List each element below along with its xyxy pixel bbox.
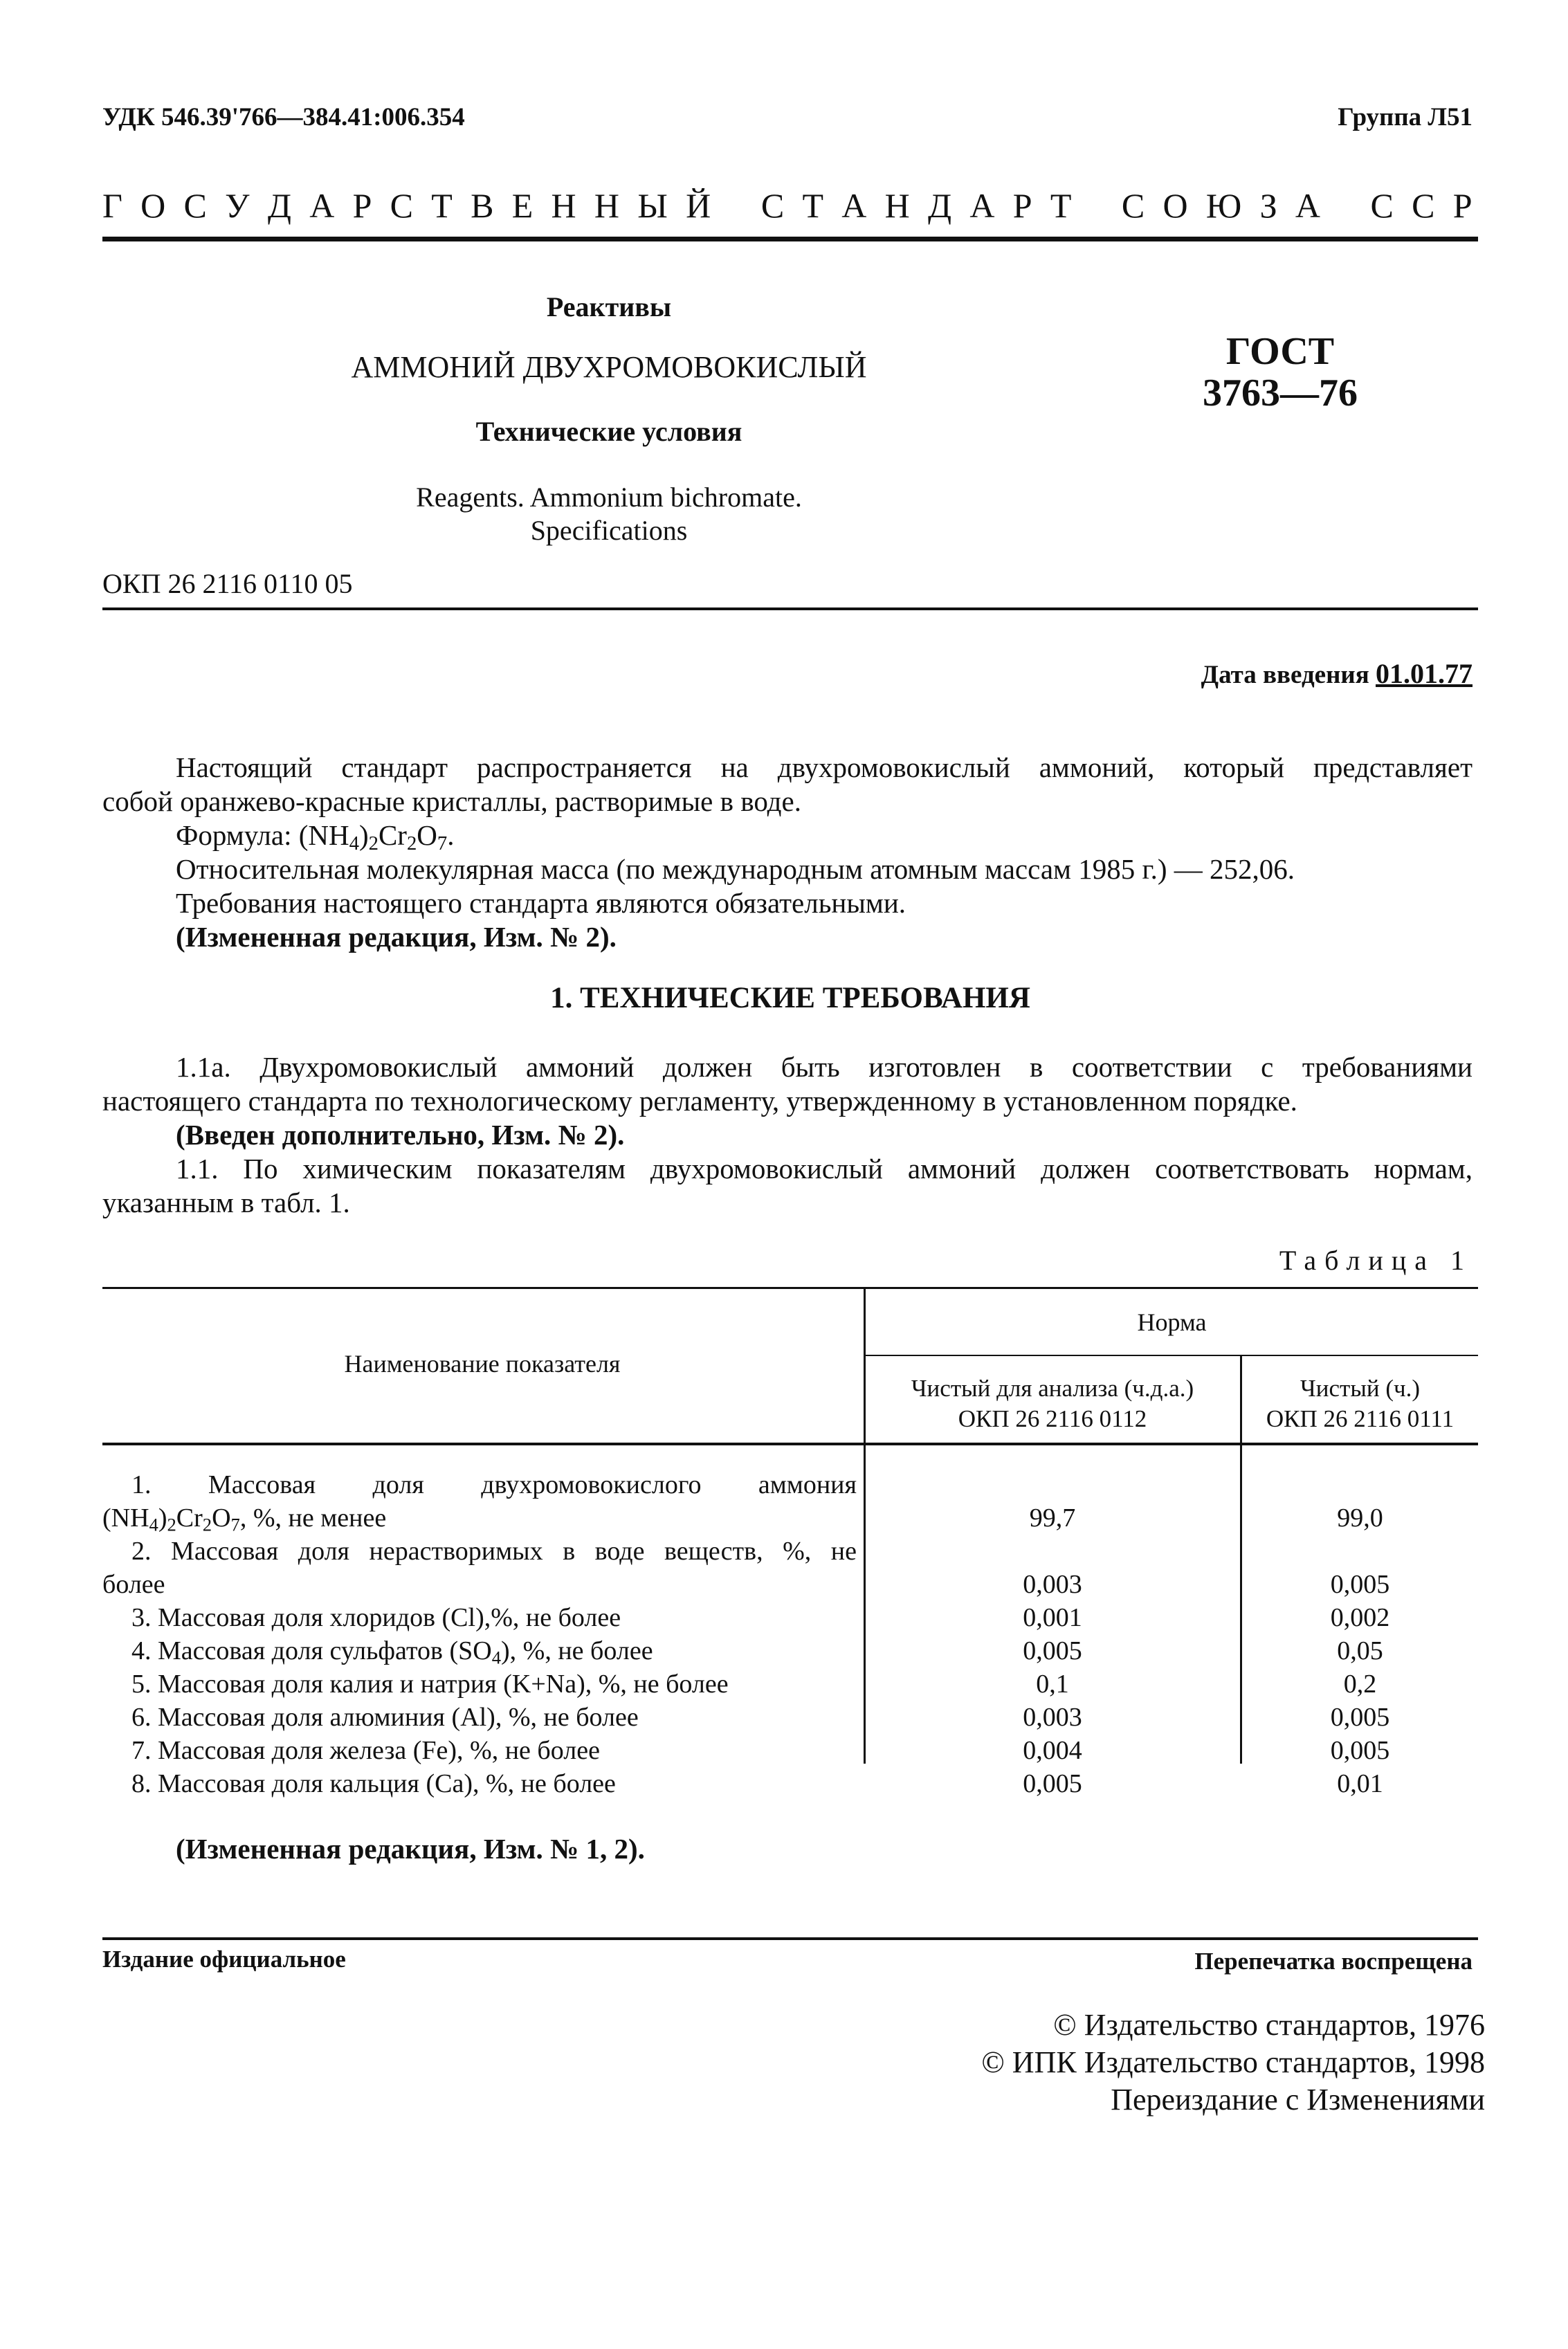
intro-paragraph (102, 751, 1473, 954)
table-header (102, 1287, 1478, 1443)
title-gap (1338, 185, 1352, 226)
col-b-header (1242, 1373, 1478, 1434)
reissue-note: Переиздание с Изменениями (1111, 2083, 1485, 2117)
row-2-value-b: 0,005 (1330, 1570, 1390, 1599)
title-letter: С (1370, 186, 1394, 225)
title-letter: С (1412, 186, 1435, 225)
row-8-value-a: 0,005 (1023, 1769, 1082, 1798)
row-4-value-a: 0,005 (1023, 1636, 1082, 1665)
p11a-line-2: настоящего стандарта по технологическому регламенту, утвержденному в установленном порядке. (102, 1085, 1297, 1117)
col-norm-header: Норма (1137, 1308, 1207, 1336)
p11a-amendment: (Введен дополнительно, Изм. № 2). (176, 1119, 625, 1151)
title-letter: С (390, 186, 414, 225)
row-6-name: 6. Массовая доля алюминия (Al), %, не более (131, 1703, 639, 1732)
row-8-value-b: 0,01 (1337, 1769, 1383, 1798)
title-letter: Г (102, 186, 122, 225)
category: Реактивы (546, 291, 672, 322)
section-heading: 1. ТЕХНИЧЕСКИЕ ТРЕБОВАНИЯ (550, 982, 1030, 1014)
title-letter: З (1259, 186, 1277, 225)
col-a-title: Чистый для анализа (ч.д.а.) (911, 1375, 1194, 1402)
intro-amendment: (Измененная редакция, Изм. № 2). (176, 921, 617, 953)
table-row (102, 1767, 1478, 1800)
intro-line-2: собой оранжево-красные кристаллы, растворимые в воде. (102, 785, 801, 817)
title-letter: Й (686, 186, 711, 225)
gost-number: 3763—76 (1203, 372, 1358, 414)
intro-date-label: Дата введения (1201, 661, 1369, 689)
row-1-value-a: 99,7 (1029, 1503, 1076, 1533)
title-block-rule (102, 607, 1478, 610)
formula-line: Формула: $(NH_4)_2Cr_2O_7$. (176, 819, 455, 855)
table-row (102, 1601, 1478, 1634)
title-letter: О (140, 186, 166, 225)
footer-rule (102, 1937, 1478, 1940)
table-row (102, 1634, 1478, 1667)
col-a-okp: ОКП 26 2116 0112 (958, 1405, 1147, 1432)
title-letter: Т (802, 186, 823, 225)
english-line-2: Specifications (530, 515, 688, 546)
english-title (318, 481, 900, 547)
table-caption: Таблица 1 (1279, 1245, 1473, 1276)
row-1-line-2: $(NH_4)_2Cr_2O_7$, %, не менее (102, 1503, 387, 1535)
title-letter: А (309, 186, 335, 225)
col-b-title: Чистый (ч.) (1300, 1375, 1420, 1402)
p11-line-1: 1.1. По химическим показателям двухромовокислый аммоний должен соответствовать нормам, (176, 1153, 1473, 1185)
table-body (102, 1468, 1478, 1800)
title-letter: А (1295, 186, 1321, 225)
section-paragraphs (102, 1050, 1473, 1220)
table-row (102, 1701, 1478, 1734)
row-2-line-2: более (102, 1570, 165, 1599)
udk-code: УДК 546.39'766—384.41:006.354 (102, 103, 465, 131)
gost-label: ГОСТ (1225, 330, 1335, 373)
title-letter: Н (594, 186, 620, 225)
title-letter: Ы (637, 186, 668, 225)
title-rule (102, 237, 1478, 241)
document-subtitle: Технические условия (475, 416, 742, 447)
row-7-value-a: 0,004 (1023, 1736, 1082, 1765)
title-letter: Р (352, 186, 372, 225)
mandatory-line: Требования настоящего стандарта являются обязательными. (176, 887, 906, 919)
col-b-okp: ОКП 26 2116 0111 (1266, 1405, 1455, 1432)
title-letter: Т (431, 186, 453, 225)
row-1-value-b: 99,0 (1337, 1503, 1383, 1533)
title-letter: Д (928, 186, 952, 225)
title-letter: Ю (1205, 186, 1242, 225)
intro-date-value: 01.01.77 (1376, 658, 1473, 689)
row-3-name: 3. Массовая доля хлоридов (Cl),%, не более (131, 1603, 621, 1632)
title-letter: Е (511, 186, 534, 225)
row-2-line-1: 2. Массовая доля нерастворимых в воде веществ, %, не (131, 1537, 857, 1566)
row-3-value-a: 0,001 (1023, 1603, 1082, 1632)
molar-mass-line: Относительная молекулярная масса (по международным атомным массам 1985 г.) — 252,06. (176, 853, 1295, 885)
okp-code: ОКП 26 2116 0110 05 (102, 568, 353, 599)
p11-line-2: указанным в табл. 1. (102, 1187, 350, 1218)
table-row (102, 1667, 1478, 1701)
row-5-value-a: 0,1 (1036, 1670, 1069, 1699)
row-2-value-a: 0,003 (1023, 1570, 1082, 1599)
title-letter: Н (884, 186, 910, 225)
group-code: Группа Л51 (1338, 103, 1473, 131)
row-5-value-b: 0,2 (1343, 1670, 1377, 1699)
gost-designation (1142, 331, 1419, 414)
row-4-name: 4. Массовая доля сульфатов $(SO_4)$, %, не более (131, 1636, 653, 1668)
row-3-value-b: 0,002 (1330, 1603, 1390, 1632)
row-5-name: 5. Массовая доля калия и натрия (K+Na), %, не более (131, 1670, 729, 1699)
reprint-prohibited: Перепечатка воспрещена (1194, 1948, 1473, 1975)
col-a-header (866, 1373, 1239, 1434)
title-gap (1090, 185, 1104, 226)
title-letter: О (1163, 186, 1188, 225)
title-letter: А (969, 186, 995, 225)
table-row (102, 1535, 1478, 1601)
english-line-1: Reagents. Ammonium bichromate. (416, 482, 802, 513)
table-amendment: (Измененная редакция, Изм. № 1, 2). (176, 1833, 645, 1865)
copyright-1998: © ИПК Издательство стандартов, 1998 (981, 2045, 1485, 2079)
title-letter: Р (1012, 186, 1032, 225)
row-6-value-b: 0,005 (1330, 1703, 1390, 1732)
title-letter: У (225, 186, 250, 225)
title-letter: Т (1050, 186, 1072, 225)
copyright-block (981, 2007, 1485, 2119)
formula-label: Формула: (176, 819, 299, 851)
official-edition: Издание официальное (102, 1946, 346, 1973)
p11a-line-1: 1.1а. Двухромовокислый аммоний должен быть изготовлен в соответствии с требованиями (176, 1051, 1473, 1083)
title-letter: В (471, 186, 494, 225)
title-letter: Н (551, 186, 576, 225)
row-7-value-b: 0,005 (1330, 1736, 1390, 1765)
document-name: АММОНИЙ ДВУХРОМОВОКИСЛЫЙ (351, 350, 867, 384)
intro-date (1201, 657, 1473, 690)
row-4-value-b: 0,05 (1337, 1636, 1383, 1665)
title-gap (729, 185, 743, 226)
table-row (102, 1734, 1478, 1767)
col-name-header: Наименование показателя (344, 1350, 621, 1378)
title-letter: С (1121, 186, 1145, 225)
copyright-1976: © Издательство стандартов, 1976 (1053, 2008, 1485, 2042)
table-row (102, 1468, 1478, 1535)
row-1-line-1: 1. Массовая доля двухромовокислого аммония (131, 1470, 857, 1499)
row-7-name: 7. Массовая доля железа (Fe), %, не более (131, 1736, 600, 1765)
row-6-value-a: 0,003 (1023, 1703, 1082, 1732)
intro-line-1: Настоящий стандарт распространяется на двухромовокислый аммоний, который представляет (176, 751, 1473, 783)
title-letter: Р (1452, 186, 1473, 225)
title-letter: Д (267, 186, 291, 225)
state-standard-title (102, 185, 1473, 226)
title-letter: С (760, 186, 785, 225)
row-8-name: 8. Массовая доля кальция (Ca), %, не более (131, 1769, 616, 1798)
table-1 (102, 1287, 1478, 1800)
title-letter: С (183, 186, 207, 225)
title-letter: А (841, 186, 867, 225)
